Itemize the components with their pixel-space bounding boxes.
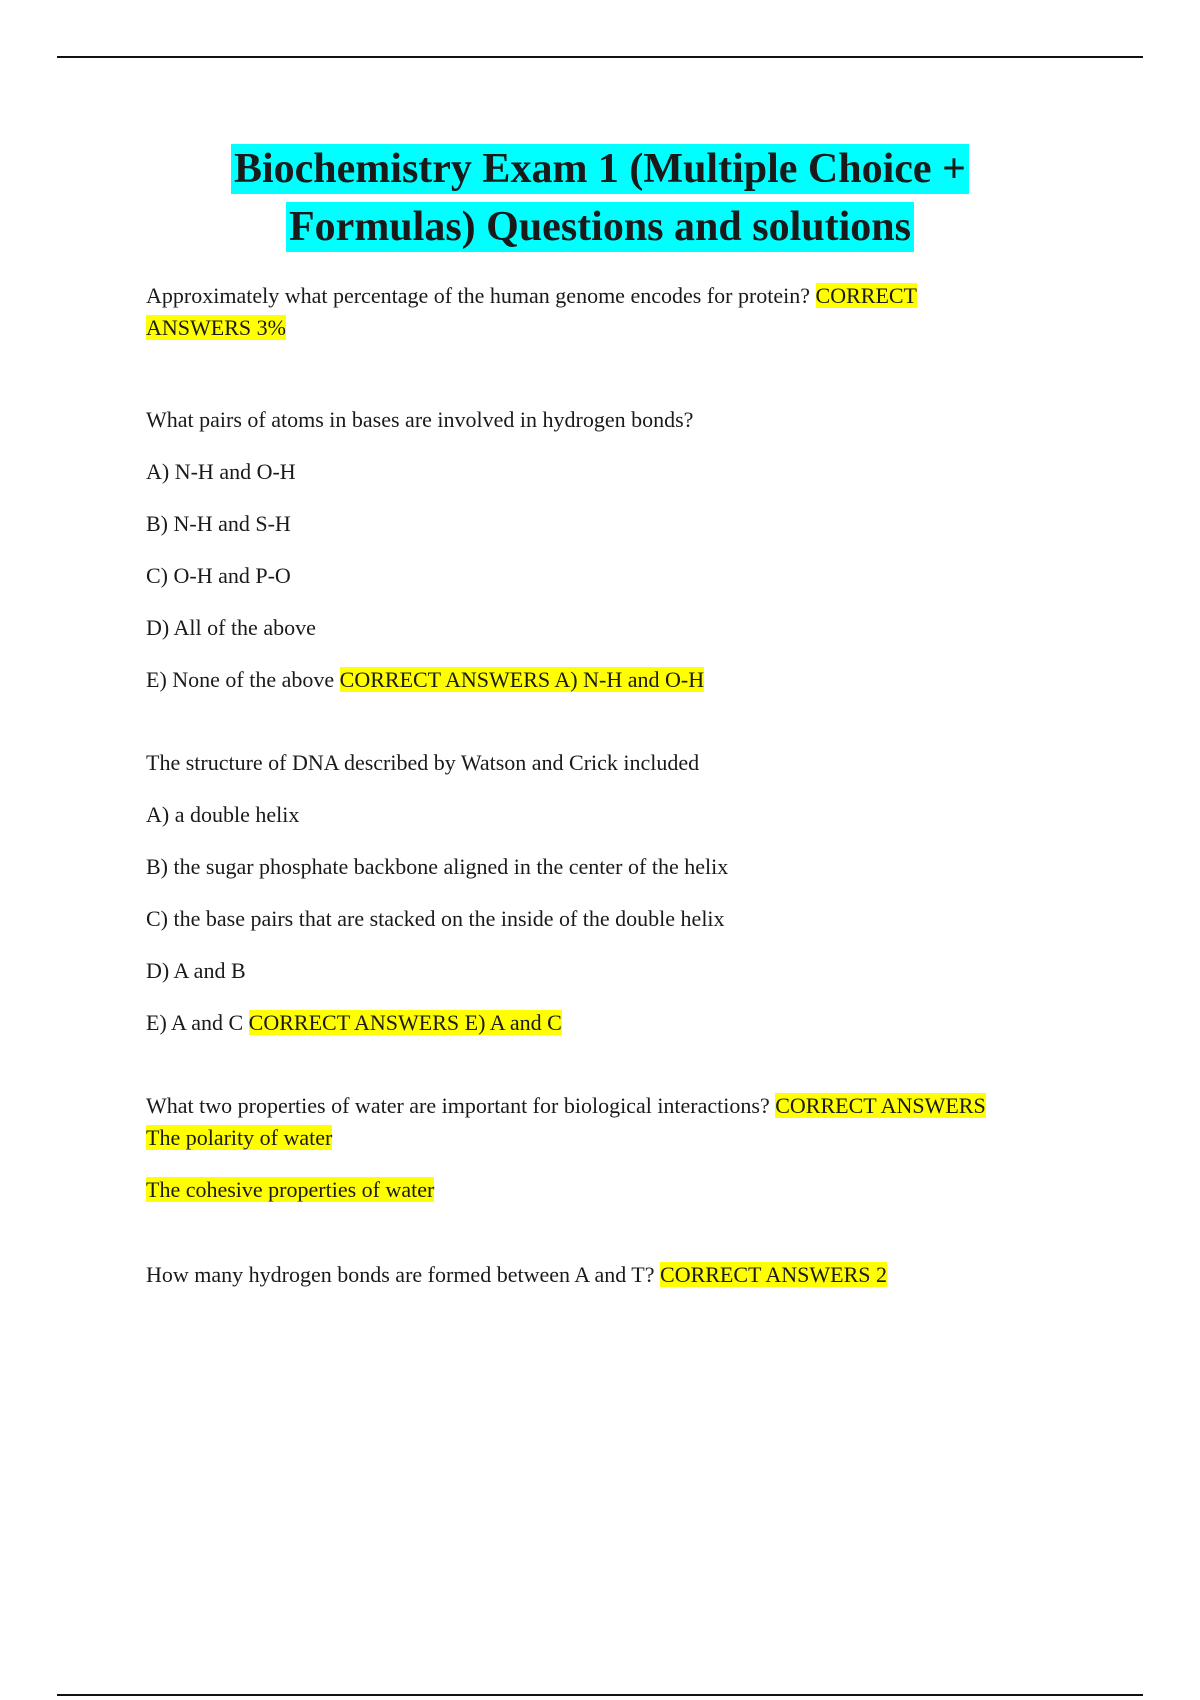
- question-5-answer: CORRECT ANSWERS 2: [660, 1262, 887, 1287]
- question-3-option-d: D) A and B: [146, 958, 246, 983]
- question-4-answer: CORRECT ANSWERS: [775, 1093, 986, 1118]
- question-1-answer: CORRECT: [815, 283, 917, 308]
- question-5-text: How many hydrogen bonds are formed between A and T?: [146, 1262, 661, 1287]
- question-4-answer-cont: The polarity of water: [146, 1125, 333, 1150]
- question-3-answer: CORRECT ANSWERS E) A and C: [248, 1010, 562, 1035]
- question-3-text: The structure of DNA described by Watson and Crick included: [146, 750, 700, 775]
- page-title: [100, 140, 1100, 256]
- question-2-answer: CORRECT ANSWERS A) N-H and O-H: [339, 667, 705, 692]
- question-1-answer-cont: ANSWERS 3%: [146, 315, 286, 340]
- question-2-option-d: D) All of the above: [146, 615, 316, 640]
- question-3-option-c: C) the base pairs that are stacked on the inside of the double helix: [146, 906, 725, 931]
- question-5: [146, 1259, 1096, 1291]
- title-line-2: Formulas) Questions and solutions: [286, 202, 914, 252]
- question-4-answer-line-3: The cohesive properties of water: [146, 1177, 435, 1202]
- question-1-text: Approximately what percentage of the human genome encodes for protein?: [146, 283, 816, 308]
- question-3-option-e: [146, 1007, 1096, 1039]
- question-4-text: What two properties of water are important for biological interactions?: [146, 1093, 776, 1118]
- question-2-option-e: [146, 664, 1096, 696]
- question-3-option-e-text: E) A and C: [146, 1010, 249, 1035]
- question-3-option-b: B) the sugar phosphate backbone aligned in the center of the helix: [146, 854, 729, 879]
- bottom-rule: [57, 1694, 1143, 1696]
- question-1: [146, 280, 1096, 344]
- question-2-option-a: A) N-H and O-H: [146, 459, 296, 484]
- question-2-text: What pairs of atoms in bases are involved in hydrogen bonds?: [146, 407, 694, 432]
- title-line-1: Biochemistry Exam 1 (Multiple Choice +: [231, 144, 969, 194]
- top-rule: [57, 56, 1143, 58]
- question-4: [146, 1090, 1096, 1154]
- question-2-option-b: B) N-H and S-H: [146, 511, 291, 536]
- question-2-option-e-text: E) None of the above: [146, 667, 340, 692]
- question-3-option-a: A) a double helix: [146, 802, 300, 827]
- question-2-option-c: C) O-H and P-O: [146, 563, 291, 588]
- question-list: [146, 280, 1096, 1291]
- question-4-answer-2: [146, 1174, 1096, 1206]
